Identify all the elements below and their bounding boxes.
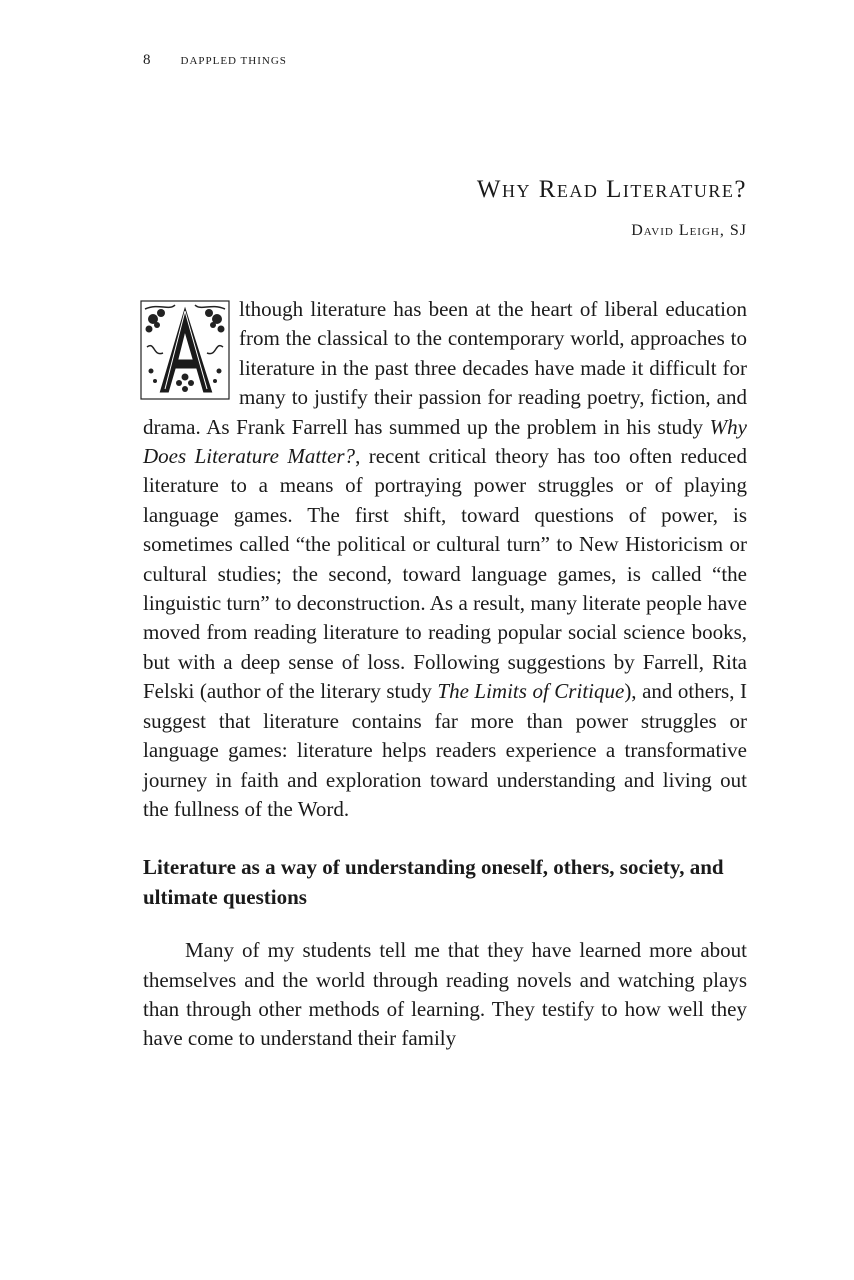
article-title: Why Read Literature?: [476, 176, 747, 203]
book-title-limits-of-critique: The Limits of Critique: [437, 679, 625, 704]
book-title-why-does-literature-matter: Why Does Literature Matter?: [143, 414, 747, 469]
running-head: [143, 52, 287, 69]
journal-name: DAPPLED THINGS: [180, 55, 287, 67]
page-number: 8: [143, 52, 151, 68]
intro-paragraph: lthough literature has been at the heart of liberal education from the classical to the contemporary world, approaches to literature in the past three decades have made it difficult for many to justify their passion for reading poetry, fiction, and drama. As Frank Farrell has summed up the problem in his study Why Does Literature Matter?, recent critical theory has too often reduced literature to a means of portraying power struggles or of playing language games. The first shift, toward questions of power, is sometimes called “the political or cultural turn” to New Historicism or cultural studies; the second, toward language games, is called “the linguistic turn” to deconstruction. As a result, many literate people have moved from reading literature to reading popular social science books, but with a deep sense of loss. Following suggestions by Farrell, Rita Felski (author of the literary study The Limits of Critique), and others, I suggest that literature contains far more than power struggles or language games: literature helps readers experience a transformative journey in faith and exploration toward understanding and living out the fullness of the Word.: [143, 295, 747, 824]
ornamental-dropcap-icon: [139, 297, 231, 407]
article-body: [143, 295, 747, 1054]
article-author: David Leigh, SJ: [631, 222, 747, 239]
section-paragraph: Many of my students tell me that they have learned more about themselves and the world through reading novels and watching plays than through other methods of learning. They testify to how well they have come to understand their family: [143, 938, 747, 1051]
section-heading: Literature as a way of understanding oneself, others, society, and ultimate questions: [143, 855, 724, 909]
